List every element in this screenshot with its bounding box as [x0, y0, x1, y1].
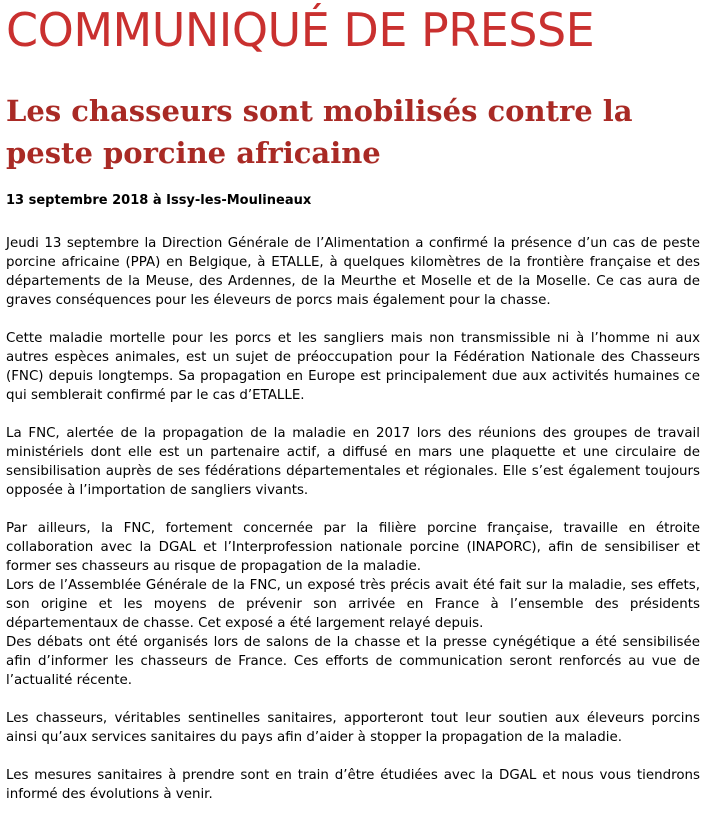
paragraph-measures: Les mesures sanitaires à prendre sont en train d’être étudiées avec la DGAL et nous vous tiendrons informé des évolutions à venir. — [6, 768, 700, 802]
dateline: 13 septembre 2018 à Issy-les-Moulineaux — [6, 193, 312, 208]
press-release-banner: COMMUNIQUÉ DE PRESSE — [6, 3, 595, 57]
paragraph-fnc-alert: La FNC, alertée de la propagation de la maladie en 2017 lors des réunions des groupes de travail ministériels dont elle est un partenaire actif, a diffusé en mars une plaquette et une circulaire de sensibilisation auprès de ses fédérations départementales et régionales. Elle s’est également toujours opposée à l’importation de sangliers vivants. — [6, 426, 700, 498]
headline: Les chasseurs sont mobilisés contre la peste porcine africaine — [6, 94, 633, 170]
paragraph-debates: Des débats ont été organisés lors de salons de la chasse et la presse cynégétique a été sensibilisée afin d’informer les chasseurs de France. Ces efforts de communication seront renforcés au vue de l’actualité récente. — [6, 635, 700, 688]
paragraph-support: Les chasseurs, véritables sentinelles sanitaires, apporteront tout leur soutien aux éleveurs porcins ainsi qu’aux services sanitaires du pays afin d’aider à stopper la propagation de la maladie. — [6, 711, 700, 745]
paragraph-general-assembly: Lors de l’Assemblée Générale de la FNC, un exposé très précis avait été fait sur la maladie, ses effets, son origine et les moyens de prévenir son arrivée en France à l’ensemble des présidents départementaux de chasse. Cet exposé a été largement relayé depuis. — [6, 578, 700, 631]
paragraph-disease: Cette maladie mortelle pour les porcs et les sangliers mais non transmissible ni à l’homme ni aux autres espèces animales, est un sujet de préoccupation pour la Fédération Nationale des Chasseurs (FNC) depuis longtemps. Sa propagation en Europe est principalement due aux activités humaines ce qui semblerait confirmé par le cas d’ETALLE. — [6, 331, 700, 403]
paragraph-detection: Jeudi 13 septembre la Direction Générale de l’Alimentation a confirmé la présence d’un cas de peste porcine africaine (PPA) en Belgique, à ETALLE, à quelques kilomètres de la frontière française et des départements de la Meuse, des Ardennes, de la Meurthe et Moselle et de la Moselle. Ce cas aura de graves conséquences pour les éleveurs de porcs mais également pour la chasse. — [6, 236, 700, 308]
release-body — [6, 234, 700, 804]
paragraph-collaboration: Par ailleurs, la FNC, fortement concernée par la filière porcine française, travaille en étroite collaboration avec la DGAL et l’Interprofession nationale porcine (INAPORC), afin de sensibiliser et former ses chasseurs au risque de propagation de la maladie. — [6, 521, 700, 574]
